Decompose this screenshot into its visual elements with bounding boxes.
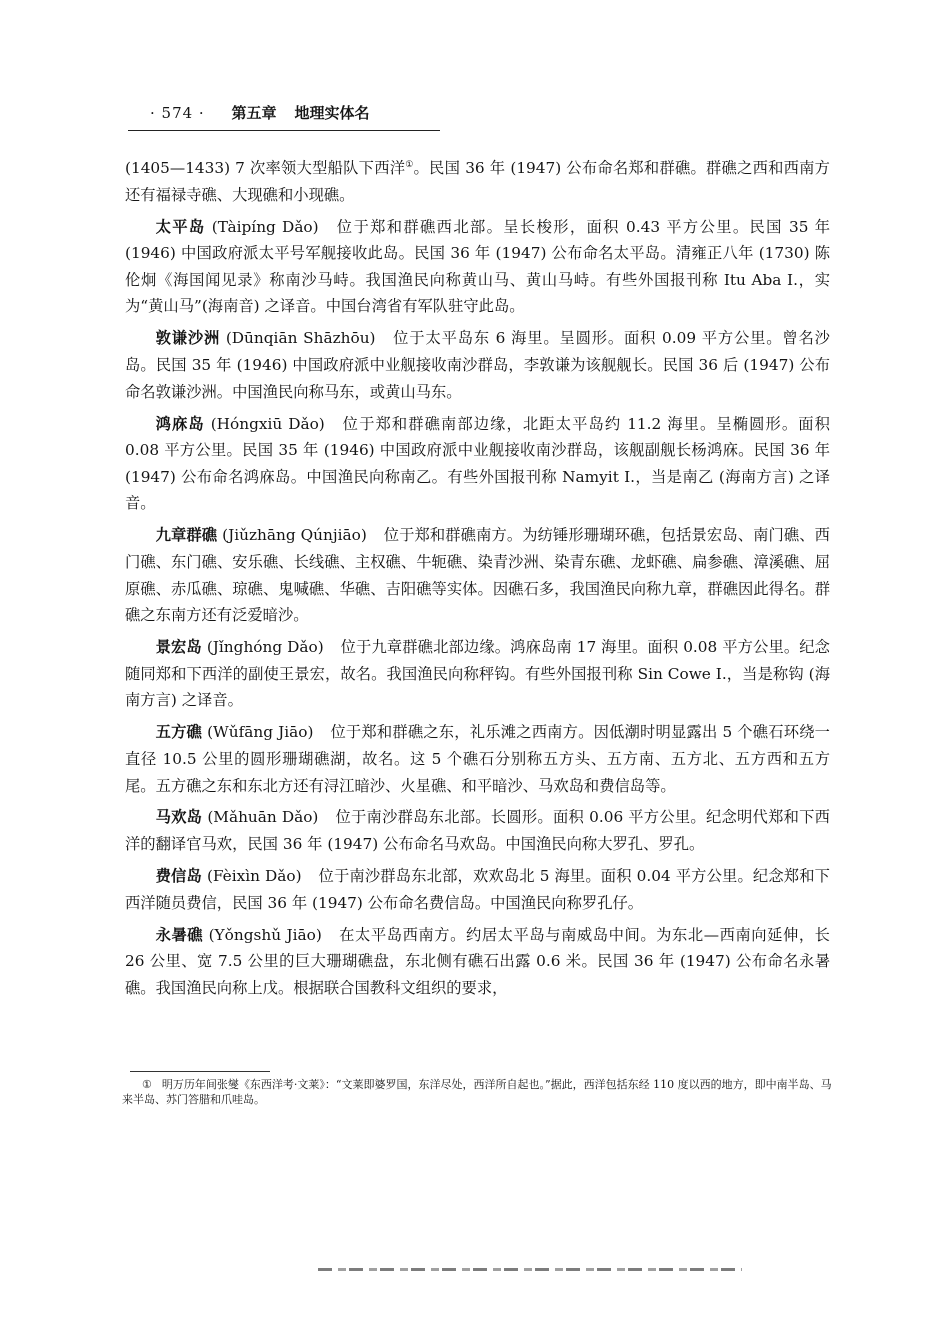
entry-hongxiu-dao [125, 411, 830, 517]
entry-text: 在太平岛西南方。约居太平岛与南威岛中间。为东北—西南向延伸，长 26 公里、宽 7.5 公里的巨大珊瑚礁盘，东北侧有礁石出露 0.6 米。民国 36 年 (1947) 公布命名永暑礁。我国渔民向称上戊。根据联合国教科文组织的要求， [125, 925, 830, 997]
entry-term: 五方礁 [155, 723, 203, 742]
footnote-text: 明万历年间张燮《东西洋考·文莱》：“文莱即婆罗国，东洋尽处，西洋所自起也。”据此，西洋包括东经 110 度以西的地方，即中南半岛、马来半岛、苏门答腊和爪哇岛。 [122, 1078, 832, 1106]
intro-paragraph: (1405—1433) 7 次率领大型船队下西洋①。民国 36 年 (1947) 公布命名郑和群礁。群礁之西和西南方还有福禄寺礁、大现礁和小现礁。 [125, 159, 830, 204]
entry-wufang-jiao [125, 719, 830, 799]
entry-jinghong-dao [125, 634, 830, 714]
entry-mahuan-dao [125, 804, 830, 857]
entry-term: 费信岛 [155, 867, 202, 886]
page-number: · 574 · [150, 104, 205, 122]
entry-pinyin: (Jiǔzhāng Qúnjiāo) [222, 526, 367, 545]
entry-pinyin: (Tàipíng Dǎo) [211, 217, 319, 236]
entry-text: 位于郑和群礁南方。为纺锤形珊瑚环礁，包括景宏岛、南门礁、西门礁、东门礁、安乐礁、长线礁、主权礁、牛轭礁、染青沙洲、染青东礁、龙虾礁、扁参礁、漳溪礁、屈原礁、赤瓜礁、琼礁、鬼喊礁、华礁、吉阳礁等实体。因礁石多，我国渔民向称九章，群礁因此得名。群礁之东南方还有泛爱暗沙。 [125, 526, 830, 625]
body-text [125, 152, 830, 1007]
scan-artifact-line [318, 1268, 742, 1271]
entry-term: 景宏岛 [155, 638, 202, 657]
entry-text: 位于郑和群礁西北部。呈长梭形，面积 0.43 平方公里。民国 35 年 (1946) 中国政府派太平号军舰接收此岛。民国 36 年 (1947) 公布命名太平岛。清雍正八年 (1730) 陈伦炯《海国闻见录》称南沙马峙。我国渔民向称黄山马、黄山马峙。有些外国报刊称 Itu Aba I.，实为“黄山马”(海南音) 之译音。中国台湾省有军队驻守此岛。 [125, 217, 830, 316]
entry-dunqian-shazhou [125, 325, 830, 405]
entry-text: 位于南沙群岛东北部。长圆形。面积 0.06 平方公里。纪念明代郑和下西洋的翻译官马欢，民国 36 年 (1947) 公布命名马欢岛。中国渔民向称大罗孔、罗孔。 [125, 808, 830, 854]
entry-pinyin: (Hóngxiū Dǎo) [210, 414, 325, 433]
chapter-heading [231, 104, 369, 122]
entry-text: 位于郑和群礁之东，礼乐滩之西南方。因低潮时明显露出 5 个礁石环绕一直径 10.5 公里的圆形珊瑚礁湖，故名。这 5 个礁石分别称五方头、五方南、五方北、五方西和五方尾。五方礁之东和东北方还有浔江暗沙、火星礁、和平暗沙、马欢岛和费信岛等。 [125, 723, 830, 795]
footnote-mark: ① [142, 1078, 152, 1091]
entry-jiuzhang-qunjiao [125, 522, 830, 628]
header-rule [128, 130, 440, 131]
entry-term: 太平岛 [155, 217, 206, 236]
entry-pinyin: (Fèixìn Dǎo) [206, 867, 302, 886]
running-header [150, 102, 370, 123]
entry-term: 永暑礁 [155, 925, 204, 944]
entry-text: 位于太平岛东 6 海里。呈圆形。面积 0.09 平方公里。曾名沙岛。民国 35 年 (1946) 中国政府派中业舰接收南沙群岛，李敦谦为该舰舰长。民国 36 后 (1947) 公布命名敦谦沙洲。中国渔民向称马东，或黄山马东。 [125, 329, 830, 401]
footnote [122, 1077, 834, 1107]
entry-pinyin: (Wǔfāng Jiāo) [207, 723, 314, 742]
entry-term: 敦谦沙洲 [155, 329, 221, 348]
entry-taiping-dao [125, 214, 830, 320]
chapter-title: 地理实体名 [294, 104, 370, 122]
entry-text: 位于郑和群礁南部边缘，北距太平岛约 11.2 海里。呈椭圆形。面积 0.08 平方公里。民国 35 年 (1946) 中国政府派中业舰接收南沙群岛，该舰副舰长杨鸿庥。民国 36 年 (1947) 公布命名鸿庥岛。中国渔民向称南乙。有些外国报刊称 Namyit I.，当是南乙 (海南方言) 之译音。 [125, 414, 830, 513]
entry-text: 位于南沙群岛东北部，欢欢岛北 5 海里。面积 0.04 平方公里。纪念郑和下西洋随员费信，民国 36 年 (1947) 公布命名费信岛。中国渔民向称罗孔仔。 [125, 867, 830, 912]
entry-text: 位于九章群礁北部边缘。鸿庥岛南 17 海里。面积 0.08 平方公里。纪念随同郑和下西洋的副使王景宏，故名。我国渔民向称秤钩。有些外国报刊称 Sin Cowe I.，当是称钩 (海南方言) 之译音。 [125, 638, 830, 710]
chapter-number: 第五章 [231, 104, 277, 122]
entry-pinyin: (Dūnqiān Shāzhōu) [225, 329, 376, 348]
entry-yongshu-jiao [125, 922, 830, 1002]
entry-pinyin: (Jǐnghóng Dǎo) [206, 638, 324, 657]
entry-term: 九章群礁 [155, 526, 218, 545]
footnote-reference: ① [405, 160, 414, 170]
entry-pinyin: (Yǒngshǔ Jiāo) [208, 925, 322, 944]
footnote-rule [130, 1071, 270, 1072]
entry-term: 鸿庥岛 [155, 414, 205, 433]
entry-feixin-dao [125, 863, 830, 916]
entry-pinyin: (Mǎhuān Dǎo) [207, 808, 319, 827]
entry-term: 马欢岛 [155, 808, 203, 827]
